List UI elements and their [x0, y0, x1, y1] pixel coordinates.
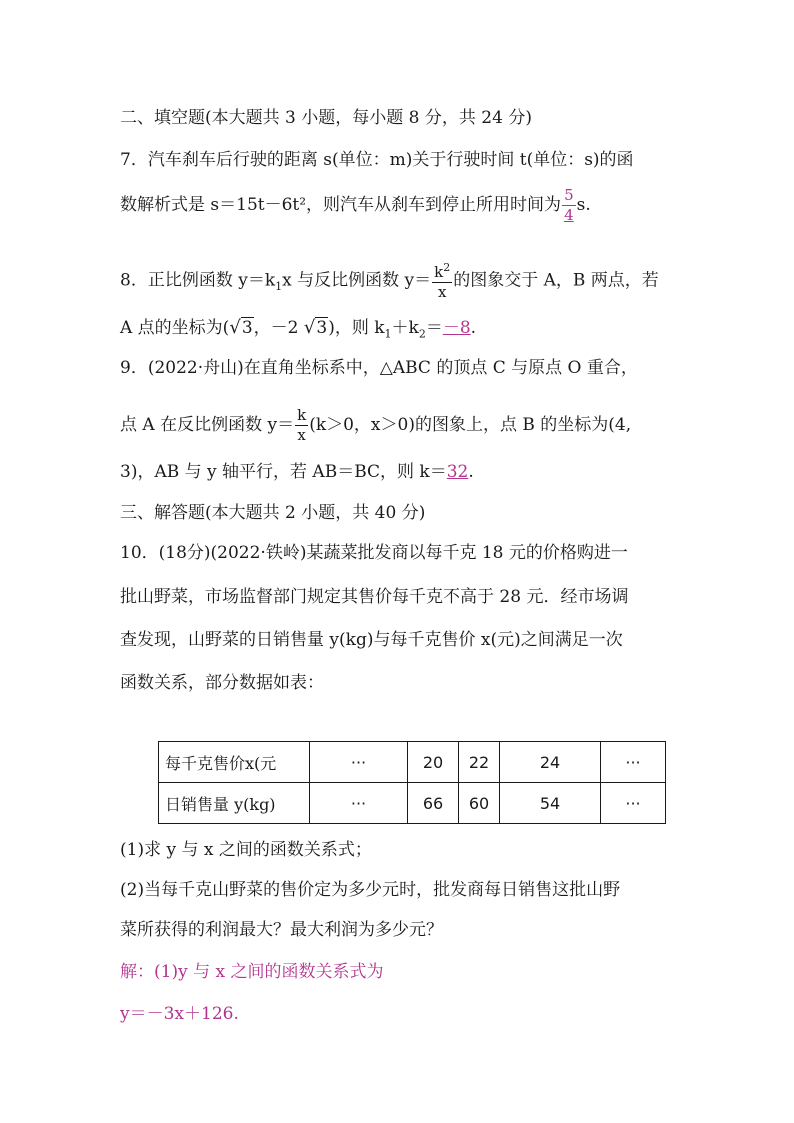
- q9-line1: 9．(2022·舟山)在直角坐标系中，△ABC 的顶点 C 与原点 O 重合，: [120, 358, 638, 378]
- table-cell: 日销售量 y(kg): [159, 783, 310, 824]
- section3-heading: 三、解答题(本大题共 2 小题，共 40 分): [120, 503, 426, 523]
- q8-text-a: 8．正比例函数 y＝k: [120, 270, 276, 291]
- q7-line2: [120, 188, 591, 223]
- sqrt-icon: √: [303, 317, 316, 338]
- q7-answer-fraction: [562, 188, 576, 223]
- q7-answer-denominator: 4: [564, 206, 574, 224]
- table-cell: ···: [601, 742, 666, 783]
- q10-sub2-line2: 菜所获得的利润最大？最大利润为多少元？: [120, 920, 443, 940]
- q10-line1: 10．(18分)(2022·铁岭)某蔬菜批发商以每千克 18 元的价格购进一: [120, 543, 628, 563]
- q9-line2: [120, 408, 631, 443]
- q7-line1: 7．汽车刹车后行驶的距离 s(单位：m)关于行驶时间 t(单位：s)的函: [120, 150, 634, 170]
- q8-line2-d: ＋k: [391, 318, 419, 338]
- table-cell: ···: [310, 783, 408, 824]
- q8-line2-end: .: [470, 318, 477, 338]
- table-cell: ···: [310, 742, 408, 783]
- table-cell: 60: [459, 783, 500, 824]
- q9-line2-b: (k＞0，x＞0)的图象上，点 B 的坐标为(4,: [309, 415, 632, 435]
- q10-line4: 函数关系，部分数据如表：: [120, 673, 324, 693]
- table-cell: 66: [408, 783, 459, 824]
- q10-sub2-line1: (2)当每千克山野菜的售价定为多少元时，批发商每日销售这批山野: [120, 880, 621, 900]
- section2-heading: 二、填空题(本大题共 3 小题，每小题 8 分，共 24 分): [120, 108, 532, 128]
- table-cell: 20: [408, 742, 459, 783]
- q9-line3-a: 3)，AB 与 y 轴平行，若 AB＝BC，则 k＝: [120, 462, 447, 482]
- table-cell: ···: [601, 783, 666, 824]
- q9-line2-a: 点 A 在反比例函数 y＝: [120, 415, 295, 435]
- q9-line3-end: .: [468, 462, 474, 482]
- q8-fraction: [432, 262, 452, 300]
- q8-line2-a: A 点的坐标为(: [120, 318, 230, 338]
- q8-line2-c: )，则 k: [328, 318, 385, 338]
- table-row: [159, 783, 666, 824]
- table-cell: 54: [500, 783, 601, 824]
- q9-fraction: [295, 408, 308, 443]
- table-row: [159, 742, 666, 783]
- q8-answer: －8: [442, 318, 471, 338]
- q8-line2-b: ，－2: [253, 318, 304, 338]
- q8-text-c: 的图象交于 A，B 两点，若: [453, 270, 659, 291]
- q8-line2: [120, 317, 476, 344]
- q8-text-b: x 与反比例函数 y＝: [282, 270, 432, 291]
- table-cell: 每千克售价x(元: [159, 742, 310, 783]
- data-table: [158, 741, 666, 824]
- q8-frac-num: [432, 262, 452, 282]
- q8-sub2: 2: [418, 327, 426, 341]
- q8-line2-e: ＝: [425, 318, 443, 338]
- q10-line2: 批山野菜，市场监督部门规定其售价每千克不高于 28 元．经市场调: [120, 587, 629, 607]
- q10-sub1: (1)求 y 与 x 之间的函数关系式；: [120, 840, 372, 860]
- q8-sub1: 1: [384, 327, 392, 341]
- q9-line3: [120, 462, 474, 482]
- q7-line2-text: 数解析式是 s＝15t－6t²，则汽车从刹车到停止所用时间为: [120, 195, 562, 215]
- q7-answer-numerator: 5: [564, 186, 574, 204]
- q8-sqrt2: 3: [316, 318, 328, 338]
- table-cell: 24: [500, 742, 601, 783]
- q8-line1: [120, 262, 659, 300]
- table-cell: 22: [459, 742, 500, 783]
- q8-sqrt1: 3: [241, 318, 253, 338]
- q8-frac-sup: 2: [443, 261, 451, 274]
- q9-answer: 32: [446, 462, 469, 482]
- q10-line3: 查发现，山野菜的日销售量 y(kg)与每千克售价 x(元)之间满足一次: [120, 630, 623, 650]
- q9-frac-den: x: [295, 425, 308, 443]
- q8-frac-k: k: [434, 263, 444, 281]
- q8-sub: 1: [275, 279, 283, 293]
- q10-solution-line2: y＝－3x＋126.: [120, 1004, 239, 1024]
- sqrt-icon: √: [229, 317, 241, 338]
- q8-frac-den: x: [432, 282, 452, 300]
- q7-line2-tail: s.: [576, 195, 591, 215]
- q10-solution-line1: 解：(1)y 与 x 之间的函数关系式为: [120, 962, 384, 982]
- q9-frac-num: k: [297, 406, 307, 424]
